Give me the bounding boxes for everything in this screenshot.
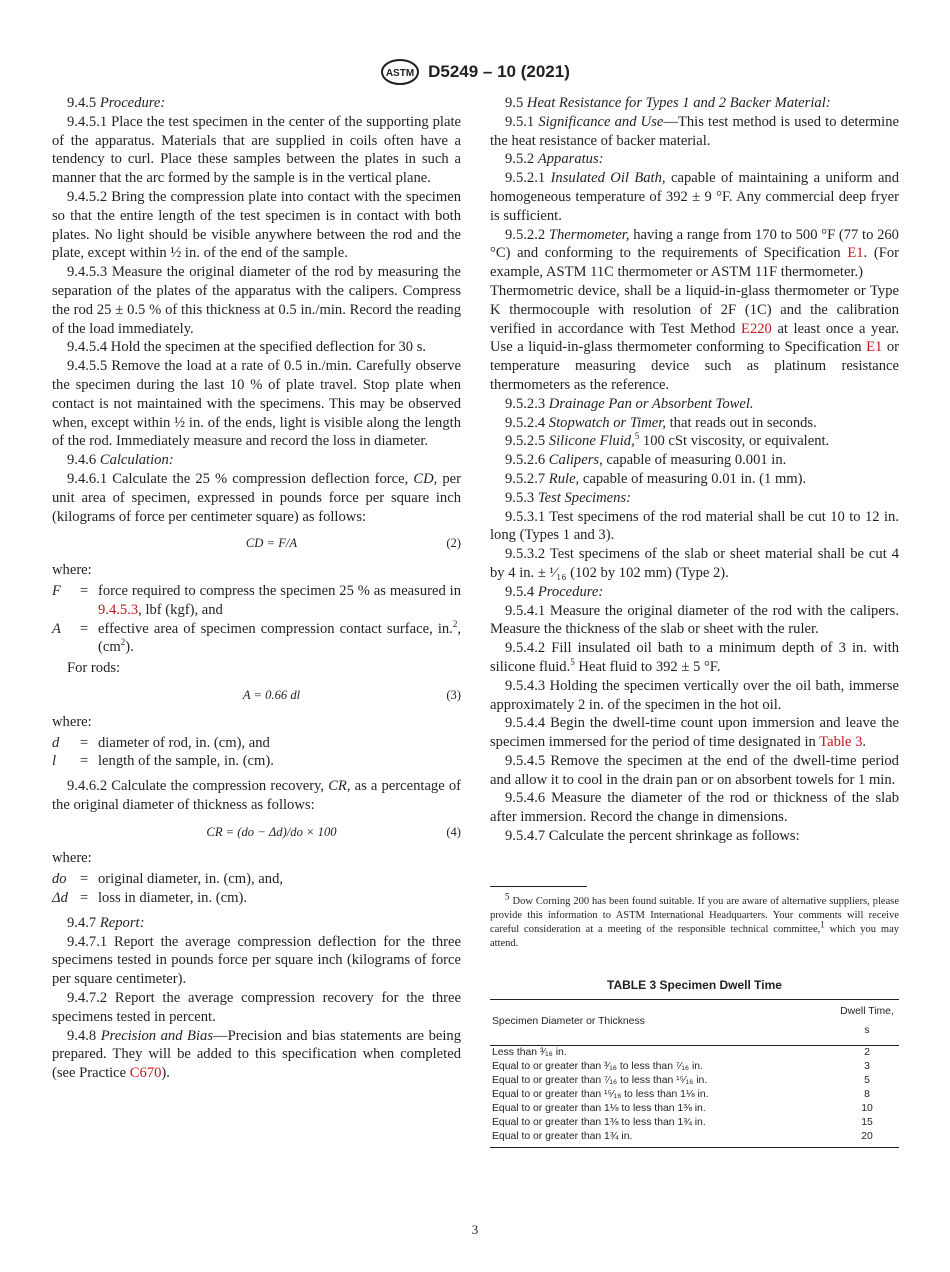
link-9-4-5-3[interactable]: 9.4.5.3 [98,601,139,618]
astm-logo-icon [380,58,420,86]
definitions-eq4 [52,870,461,908]
para-9-5-2-3: 9.5.2.3 Drainage Pan or Absorbent Towel. [505,395,754,412]
left-column [52,94,461,1083]
section-9-4-6: 9.4.6 Calculation: [67,452,174,469]
para-9-4-7-1: 9.4.7.1 Report the average compression deflection for the three specimens tested in pounds force per square inch (kilograms of force per square centimeter). [52,933,461,988]
footnote-ref: 5 [570,657,575,668]
column-header: Dwell Time, s [835,1000,899,1046]
para-9-4-6-2: 9.4.6.2 Calculate the compression recovery, CR, as a percentage of the original diameter of thickness as follows: [52,778,461,813]
right-column [490,94,899,1148]
para-9-4-5-5: 9.4.5.5 Remove the load at a rate of 0.5 in./min. Carefully observe the specimen during the last 10 % of plate travel. Stop plate when contact is not maintained with the specimens. This may be observed when, except within ½ in. of the ends, light is visible along the length of the rod. Immediately measure and record the loss in diameter. [52,358,461,450]
para-9-5-2-5: 9.5.2.5 Silicone Fluid,$^5$ 100 cSt viscosity, or equivalent. [505,431,830,450]
equation-2: CD = F/A (2) [245,536,461,551]
page-header [0,58,950,86]
table-header-row [490,1000,899,1046]
definition-l: l = length of the sample, in. (cm). [52,753,274,770]
link-e220[interactable]: E220 [741,320,772,337]
table-row: Equal to or greater than ¹⁵⁄₁₆ to less than 1⅛ in. 8 [492,1089,870,1101]
para-9-5-4-2: 9.5.4.2 Fill insulated oil bath to a minimum depth of 3 in. with silicone fluid.$^5$ Heat fluid to 392 ± 5 °F. [490,640,899,675]
para-thermometric-device: Thermometric device, shall be a liquid-in-glass thermometer or Type K thermocouple with resolution of 2F (1C) and the calibration verified in accordance with Test Method E220 at least once a year. Use a liquid-in-glass thermometer conforming to Specification E1 or temperature measuring device such as platinum resistance thermometers as the reference. [490,282,900,393]
para-9-5-2-2: 9.5.2.2 Thermometer, having a range from 170 to 500 °F (77 to 260 °C) and conforming to the requirements of Specification E1. (For example, ASTM 11C thermometer or ASTM 11F thermometer.) [490,226,899,281]
where-label: where: [52,713,92,730]
para-9-4-7-2: 9.4.7.2 Report the average compression recovery for the three specimens tested in percent. [52,990,461,1025]
section-9-5: 9.5 Heat Resistance for Types 1 and 2 Backer Material: [505,95,831,111]
page-number: 3 [471,1222,479,1237]
table-row: Equal to or greater than ⁷⁄₁₆ to less than ¹⁵⁄₁₆ in. 5 [492,1075,870,1087]
para-9-5-4-6: 9.5.4.6 Measure the diameter of the rod or thickness of the slab after immersion. Record the change in dimensions. [490,790,900,826]
definition-delta-d: Δd = loss in diameter, in. (cm). [52,890,247,907]
table-row: Equal to or greater than ³⁄₁₆ to less than ⁷⁄₁₆ in. 3 [492,1061,870,1073]
para-9-5-4-3: 9.5.4.3 Holding the specimen vertically over the oil bath, immerse approximately 2 in. of the specimen in the hot oil. [490,677,899,713]
table-row: Equal to or greater than 1⅛ to less than 1⅜ in. 10 [492,1103,873,1115]
definitions-eq2 [52,582,461,657]
link-c670[interactable]: C670 [129,1065,162,1082]
table-3-title: TABLE 3 Specimen Dwell Time [607,977,782,992]
para-9-5-2-1: 9.5.2.1 Insulated Oil Bath, capable of maintaining a uniform and homogeneous temperature of 392 ± 9 °F. Any commercial deep fryer is sufficient. [490,170,900,224]
para-9-5-3-2: 9.5.3.2 Test specimens of the slab or sheet material shall be cut 4 by 4 in. ± ¹⁄₁₆ (102 by 102 mm) (Type 2). [490,546,900,581]
section-9-5-4: 9.5.4 Procedure: [505,583,604,600]
link-table-3[interactable]: Table 3 [819,734,863,751]
para-9-5-2-7: 9.5.2.7 Rule, capable of measuring 0.01 in. (1 mm). [505,470,807,487]
para-9-4-5-3: 9.4.5.3 Measure the original diameter of the rod by measuring the separation of the plates of the apparatus with the calipers. Compress the rod 25 ± 0.5 % of this thickness at 0.5 in./min. Record the reading of the load immediately. [52,264,461,337]
definition-d: d = diameter of rod, in. (cm), and [52,734,270,751]
for-rods-label: For rods: [67,660,121,677]
definitions-eq3 [52,734,461,772]
astm-logo-text: ASTM [385,68,415,79]
column-header: Specimen Diameter or Thickness [490,1000,835,1046]
section-9-5-3: 9.5.3 Test Specimens: [505,489,631,506]
definition-F: F = force required to compress the specimen 25 % as measured in 9.4.5.3, lbf (kgf), and [52,582,461,618]
para-9-5-2-6: 9.5.2.6 Calipers, capable of measuring 0.001 in. [505,452,787,469]
para-9-5-4-5: 9.5.4.5 Remove the specimen at the end of the dwell-time period and allow it to cool in the drain pan or on absorbent towels for 1 min. [490,752,899,788]
table-3 [490,999,899,1148]
document-designation: D5249 – 10 (2021) [428,62,570,81]
equation-3: A = 0.66 dl (3) [242,687,461,702]
para-9-5-4-4: 9.5.4.4 Begin the dwell-time count upon immersion and leave the specimen immersed for the period of time designated in Table 3. [490,715,899,751]
footnote-ref: 5 [634,431,640,442]
where-label: where: [52,850,92,867]
para-9-4-5-2: 9.4.5.2 Bring the compression plate into contact with the specimen so that the entire length of the test specimen is in contact with both plates. No light should be visible anywhere between the rod and the plate, except within ½ in. of the end of the sample. [52,188,461,262]
definition-A: A = effective area of specimen compression contact surface, in.$^2$, $(cm^2)$. [52,618,461,656]
para-9-5-1: 9.5.1 Significance and Use—This test method is used to determine the heat resistance of backer material. [490,113,899,149]
table-row: Less than ³⁄₁₆ in. 2 [492,1047,870,1059]
equation-4: CR = (do − Δd)/do × 100 (4) [206,824,461,839]
para-9-5-4-7: 9.5.4.7 Calculate the percent shrinkage as follows: [505,828,800,845]
table-row: Equal to or greater than 1⅜ to less than 1¾ in. 15 [492,1117,873,1129]
table-row: Equal to or greater than 1¾ in. 20 [490,1130,899,1148]
where-label: where: [52,562,92,579]
para-9-5-2-4: 9.5.2.4 Stopwatch or Timer, that reads out in seconds. [505,414,817,431]
section-9-4-7: 9.4.7 Report: [67,914,145,931]
definition-do: do = original diameter, in. (cm), and, [52,871,284,888]
para-9-5-4-1: 9.5.4.1 Measure the original diameter of the rod with the calipers. Measure the thickness of the slab or sheet with the ruler. [490,602,899,638]
section-9-4-5: 9.4.5 Procedure: [67,95,166,111]
para-9-4-8: 9.4.8 Precision and Bias—Precision and bias statements are being prepared. They will be added to this specification when completed (see Practice C670). [52,1027,461,1082]
para-9-4-5-4: 9.4.5.4 Hold the specimen at the specified deflection for 30 s. [67,339,427,356]
link-e1[interactable]: E1 [847,245,864,262]
footnote-5: $^5$ Dow Corning 200 has been found suitable. If you are aware of alternative suppliers, please provide this information to ASTM International Headquarters. Your comments will receive careful consideration at a meeting of the responsible technical committee,$^1$ which you may attend. [490,891,899,950]
footnote-divider [490,886,587,887]
section-9-5-2: 9.5.2 Apparatus: [505,151,604,168]
para-9-4-5-1: 9.4.5.1 Place the test specimen in the center of the supporting plate of the apparatus. Materials that are supplied in coils often have a tendency to curl. Place these samples between the plates in such a manner that the arc formed by the sample is in the vertical plane. [52,113,461,187]
link-e1[interactable]: E1 [866,339,883,356]
para-9-4-6-1: 9.4.6.1 Calculate the 25 % compression deflection force, CD, per unit area of specimen, expressed in pounds force per square inch (kilograms of force per centimeter square) as follows: [52,470,462,525]
para-9-5-3-1: 9.5.3.1 Test specimens of the rod material shall be cut 10 to 12 in. long (Types 1 and 3). [490,508,899,544]
